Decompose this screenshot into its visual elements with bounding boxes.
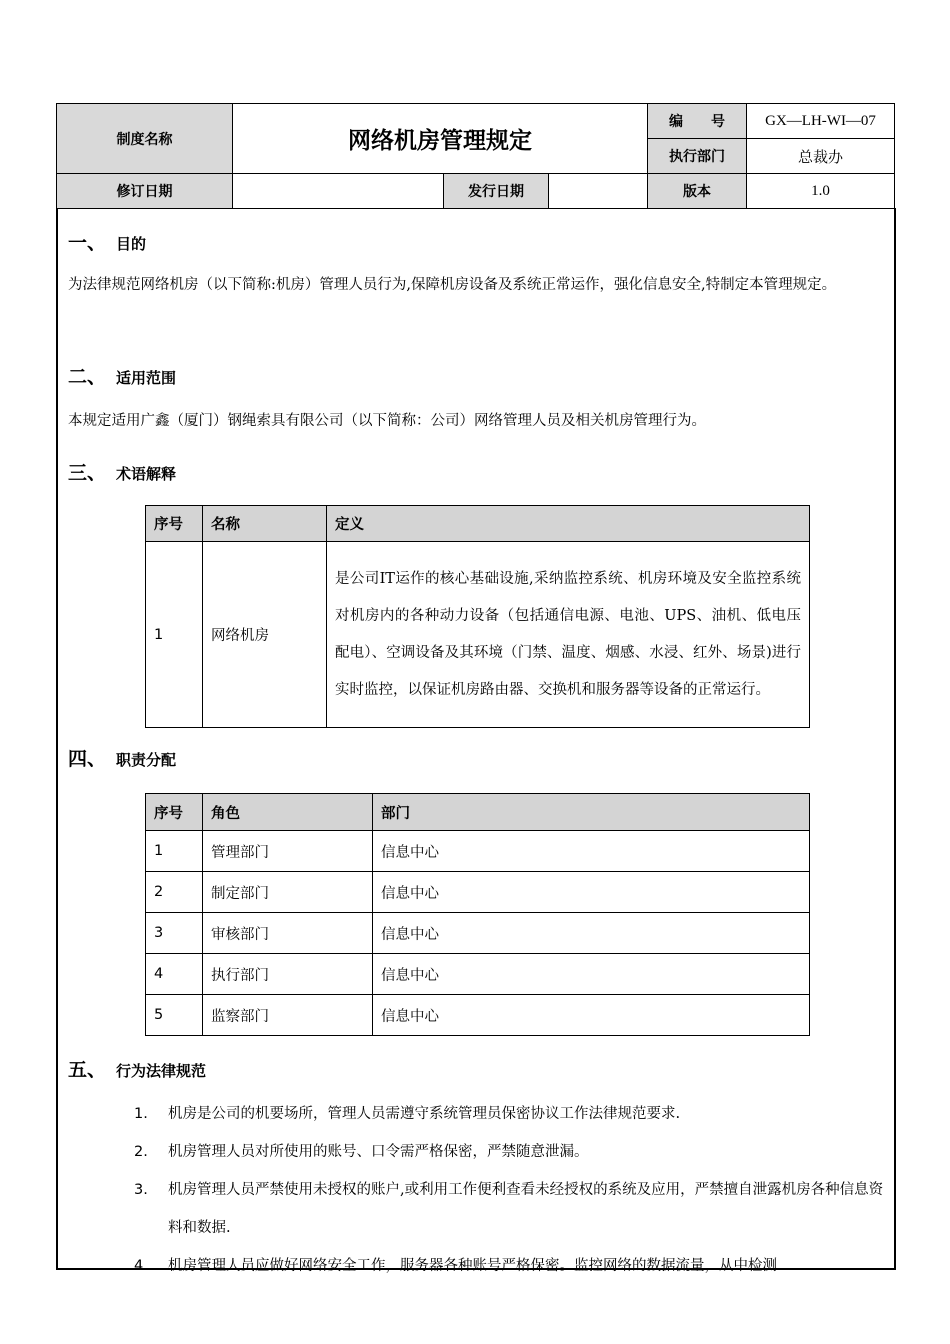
table-row xyxy=(146,872,810,913)
section-4-title: 职责分配 xyxy=(116,751,177,769)
terms-header-definition: 定义 xyxy=(327,506,810,542)
section-3-title: 术语解释 xyxy=(116,465,177,483)
label-revise-date: 修订日期 xyxy=(57,174,233,209)
section-3-heading xyxy=(68,458,176,485)
exec-dept: 总裁办 xyxy=(747,139,895,174)
section-5-num: 五、 xyxy=(68,1059,107,1081)
section-3-num: 三、 xyxy=(68,462,107,484)
section-1-num: 一、 xyxy=(68,232,107,254)
section-2-heading xyxy=(68,362,176,389)
label-exec-dept: 执行部门 xyxy=(648,139,747,174)
section-2-text: 本规定适用广鑫（厦门）钢绳索具有限公司（以下简称：公司）网络管理人员及相关机房管理行为。 xyxy=(68,413,706,429)
section-1-title: 目的 xyxy=(116,235,147,253)
roles-cell-no: 1 xyxy=(146,831,203,872)
label-issue-date: 发行日期 xyxy=(444,174,549,209)
terms-cell-no: 1 xyxy=(146,542,203,728)
roles-cell-no: 4 xyxy=(146,954,203,995)
terms-cell-name: 网络机房 xyxy=(203,542,327,728)
roles-cell-dept: 信息中心 xyxy=(373,872,810,913)
terms-cell-definition: 是公司IT运作的核心基础设施,采纳监控系统、机房环境及安全监控系统对机房内的各种动力设备（包括通信电源、电池、UPS、油机、低电压配电）、空调设备及其环境（门禁、温度、烟感、水浸、红外、场景)进行实时监控，以保证机房路由器、交换机和服务器等设备的正常运行。 xyxy=(327,542,810,728)
roles-cell-role: 管理部门 xyxy=(203,831,373,872)
label-policy-name: 制度名称 xyxy=(57,104,233,174)
terms-table xyxy=(145,505,810,728)
list-item xyxy=(128,1095,888,1133)
roles-cell-dept: 信息中心 xyxy=(373,954,810,995)
revise-date xyxy=(233,174,444,209)
rule-text: 机房管理人员对所使用的账号、口令需严格保密，严禁随意泄漏。 xyxy=(168,1144,589,1160)
roles-table xyxy=(145,793,810,1036)
doc-code: GX—LH-WI—07 xyxy=(747,104,895,139)
rule-number: 2. xyxy=(134,1144,148,1160)
rules-list xyxy=(128,1095,888,1285)
rule-number: 4. xyxy=(134,1258,148,1274)
roles-header-no: 序号 xyxy=(146,794,203,831)
list-item xyxy=(128,1171,888,1247)
roles-cell-dept: 信息中心 xyxy=(373,831,810,872)
roles-cell-dept: 信息中心 xyxy=(373,995,810,1036)
section-1-heading xyxy=(68,228,146,255)
roles-cell-no: 2 xyxy=(146,872,203,913)
label-code: 编 号 xyxy=(648,104,747,139)
rule-number: 3. xyxy=(134,1182,148,1198)
rule-text: 机房管理人员应做好网络安全工作，服务器各种账号严格保密。监控网络的数据流量，从中检测 xyxy=(168,1258,777,1274)
issue-date xyxy=(549,174,648,209)
section-2-num: 二、 xyxy=(68,366,107,388)
header-table xyxy=(56,103,895,209)
terms-header-no: 序号 xyxy=(146,506,203,542)
roles-cell-no: 5 xyxy=(146,995,203,1036)
section-5-heading xyxy=(68,1055,206,1082)
version: 1.0 xyxy=(747,174,895,209)
roles-cell-role: 制定部门 xyxy=(203,872,373,913)
page-title: 网络机房管理规定 xyxy=(233,104,648,174)
list-item xyxy=(128,1133,888,1171)
terms-header-name: 名称 xyxy=(203,506,327,542)
roles-cell-role: 审核部门 xyxy=(203,913,373,954)
table-row xyxy=(146,995,810,1036)
section-2-title: 适用范围 xyxy=(116,369,177,387)
table-row xyxy=(146,913,810,954)
document-body xyxy=(56,208,896,1274)
roles-cell-role: 监察部门 xyxy=(203,995,373,1036)
rule-text: 机房管理人员严禁使用未授权的账户,或利用工作便利查看未经授权的系统及应用，严禁擅自泄露机房各种信息资料和数据. xyxy=(168,1182,884,1236)
roles-cell-no: 3 xyxy=(146,913,203,954)
roles-header-role: 角色 xyxy=(203,794,373,831)
section-4-heading xyxy=(68,744,176,771)
section-5-title: 行为法律规范 xyxy=(116,1062,207,1080)
label-version: 版本 xyxy=(648,174,747,209)
rule-text: 机房是公司的机要场所，管理人员需遵守系统管理员保密协议工作法律规范要求. xyxy=(168,1106,681,1122)
rule-number: 1. xyxy=(134,1106,148,1122)
list-item xyxy=(128,1247,888,1285)
roles-cell-dept: 信息中心 xyxy=(373,913,810,954)
table-row xyxy=(146,954,810,995)
table-row xyxy=(146,542,810,728)
roles-cell-role: 执行部门 xyxy=(203,954,373,995)
table-row xyxy=(146,831,810,872)
section-1-text: 为法律规范网络机房（以下简称:机房）管理人员行为,保障机房设备及系统正常运作，强化信息安全,特制定本管理规定。 xyxy=(68,277,837,293)
document-header xyxy=(56,103,894,209)
section-4-num: 四、 xyxy=(68,748,107,770)
roles-header-dept: 部门 xyxy=(373,794,810,831)
